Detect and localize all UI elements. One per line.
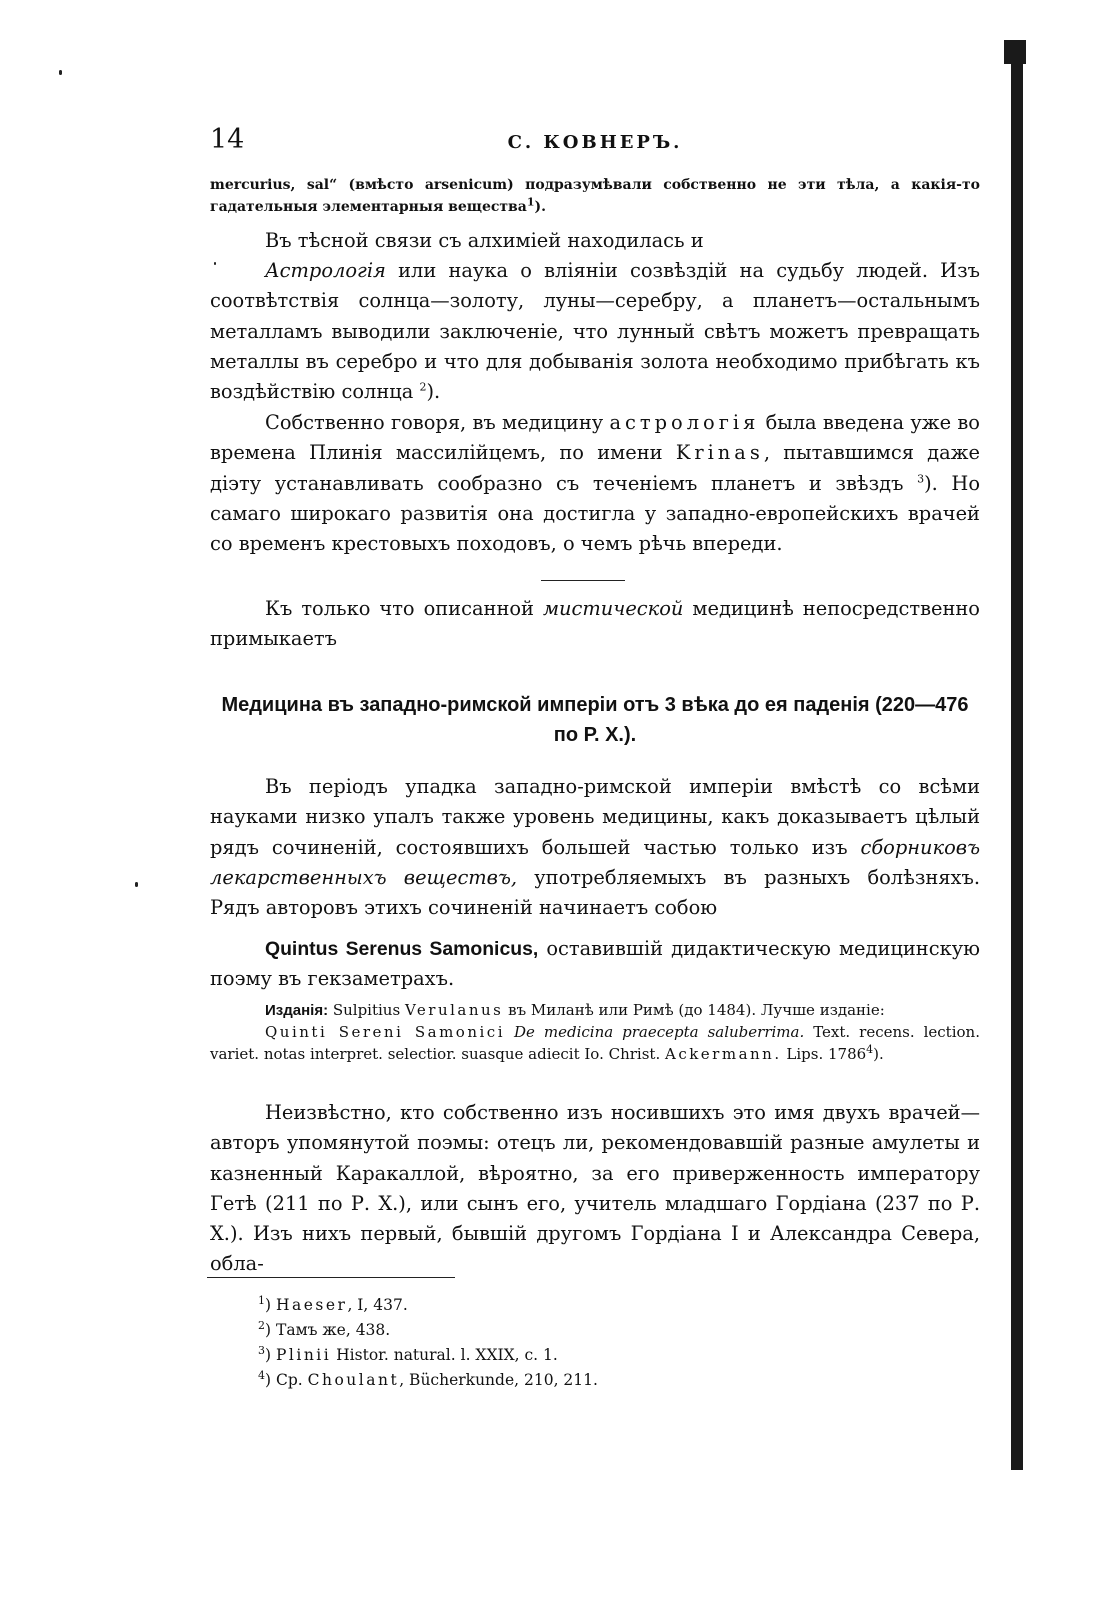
footnote-ref: 1 [526, 195, 535, 209]
paragraph-alchemy-link [210, 226, 980, 256]
text: Lips. 1786 [781, 1045, 867, 1063]
text: mercurius, sal“ (вмѣсто arsenicum) подразумѣвали собственно не эти тѣла, а какія-то гадательныя элементарныя вещества [210, 177, 980, 215]
paragraph-serenus [210, 934, 980, 995]
scan-speck [59, 70, 62, 75]
label-editions: Изданія: [265, 1002, 329, 1019]
text: , Bücherkunde, 210, 211. [399, 1371, 598, 1389]
term-mystical: мистической [542, 597, 684, 620]
text: Къ только что описанной [265, 597, 543, 620]
person-name: Choulant [307, 1371, 400, 1389]
text: Cp. [275, 1371, 308, 1389]
footnote-4: $^4$) Cp. Choulant, Bücherkunde, 210, 211. [258, 1368, 598, 1389]
footnote-mark: 4 [258, 1368, 265, 1382]
paragraph-edition-detail [210, 1021, 980, 1065]
text: Въ тѣсной связи съ алхиміей находилась и [265, 229, 704, 252]
footnote-ref: 2 [419, 380, 427, 394]
text: или наука о вліяніи созвѣздій на судьбу людей. Изъ соотвѣтствія солнца—золоту, луны—серебру, а планетъ—остальнымъ металламъ выводили заключеніе, что лунный свѣтъ можетъ превращать металлы въ серебро и что для добыванія золота необходимо прибѣгать къ воздѣйствію солнца [210, 259, 980, 404]
scan-edge-artifact [1011, 40, 1023, 1470]
footnote-ref: 4 [866, 1043, 874, 1056]
text: Въ періодъ упадка западно-римской имперіи вмѣстѣ со всѣми науками низко упалъ также уровень медицины, какъ доказываетъ цѣлый рядъ сочиненій, состоявшихъ большей частью только изъ [210, 775, 980, 859]
text: , I, 437. [347, 1296, 408, 1314]
paragraph-continuation [210, 174, 980, 218]
paragraph-mystical [210, 594, 980, 655]
text: медицинѣ непосредственно примыкаетъ [210, 597, 980, 651]
paragraph-astrology-medicine [210, 408, 980, 559]
footnote-divider [207, 1277, 455, 1278]
paragraph-decline [210, 772, 980, 923]
text: , пытавшимся даже діэту устанавливать сообразно съ теченіемъ планетъ и звѣздъ [210, 441, 980, 495]
person-name: Plinii [275, 1346, 332, 1364]
text: Sulpitius [328, 1001, 405, 1019]
text: Неизвѣстно, кто собственно изъ носившихъ это имя двухъ врачей—авторъ упомянутой поэмы: отецъ ли, рекомендовавшій разные амулеты и казненный Каракаллой, вѣроятно, за его приверженность императору Гетѣ (211 по Р. Х.), или сынъ его, учитель младшаго Гордіана (237 по Р. Х.). Изъ нихъ первый, бывшій другомъ Гордіана I и Александра Севера, обла- [210, 1101, 980, 1276]
section-heading: Медицина въ западно-римской имперіи отъ 3 вѣка до ея паденія (220—476 по Р. Х.). [221, 694, 969, 746]
footnotes [258, 1293, 758, 1393]
footnote-mark: 2 [258, 1318, 265, 1332]
footnote-mark: 1 [258, 1293, 265, 1307]
term-astrology: Астрологія [265, 259, 386, 282]
footnote-2: $^2$) Тамъ же, 438. [258, 1318, 391, 1339]
text: Text. recens. lection. variet. notas interpret. selectior. suasque adiecit Io. Christ. [210, 1023, 980, 1063]
page-header [210, 124, 980, 158]
work-title: De medicina praecepta saluberrima. [513, 1023, 805, 1041]
person-name: Haeser [275, 1296, 348, 1314]
text: ). [873, 1045, 884, 1063]
text: Собственно говоря, въ медицину [265, 411, 610, 434]
paragraph-astrology [210, 256, 980, 407]
term-collections: сборниковъ лекарственныхъ веществъ, [210, 835, 980, 889]
text: была введена уже во времена Плинія массилійцемъ, по имени [210, 411, 980, 465]
text: ). Но самаго широкаго развитія она достигла у западно-европейскихъ врачей со временъ крестовыхъ походовъ, о чемъ рѣчь впереди. [210, 471, 980, 556]
section-divider [541, 580, 625, 581]
spaced-word: астрологія [609, 411, 760, 434]
text: Тамъ же, 438. [275, 1321, 391, 1339]
person-name: Ackermann. [664, 1045, 782, 1063]
person-name: Verulanus [404, 1001, 504, 1019]
scan-speck [135, 882, 138, 887]
paragraph-editions [210, 999, 980, 1022]
footnote-3: $^3$) Plinii Histor. natural. l. XXIX, c. 1. [258, 1343, 558, 1364]
text: оставившій дидактическую медицинскую поэму въ гекзаметрахъ. [210, 937, 980, 991]
person-name: Krinas [675, 441, 764, 465]
text [505, 1023, 514, 1041]
running-head: С. КОВНЕРЪ. [507, 132, 683, 153]
text: Histor. natural. l. XXIX, c. 1. [331, 1346, 558, 1364]
footnote-mark: 3 [258, 1343, 265, 1357]
text: въ Миланѣ или Римѣ (до 1484). Лучше изданіе: [503, 1001, 885, 1019]
footnote-ref: 3 [917, 472, 925, 486]
person-name: Quintus Serenus Samonicus, [265, 938, 539, 960]
text: ). [534, 199, 547, 215]
page-number: 14 [210, 124, 245, 155]
work-author: Quinti Sereni Samonici [265, 1023, 505, 1041]
text: употребляемыхъ въ разныхъ болѣзняхъ. Рядъ авторовъ этихъ сочиненій начинаетъ собою [210, 865, 980, 920]
paragraph-unknown-author [210, 1098, 980, 1280]
footnote-1: $^1$) Haeser, I, 437. [258, 1293, 408, 1314]
text: ). [426, 380, 441, 404]
